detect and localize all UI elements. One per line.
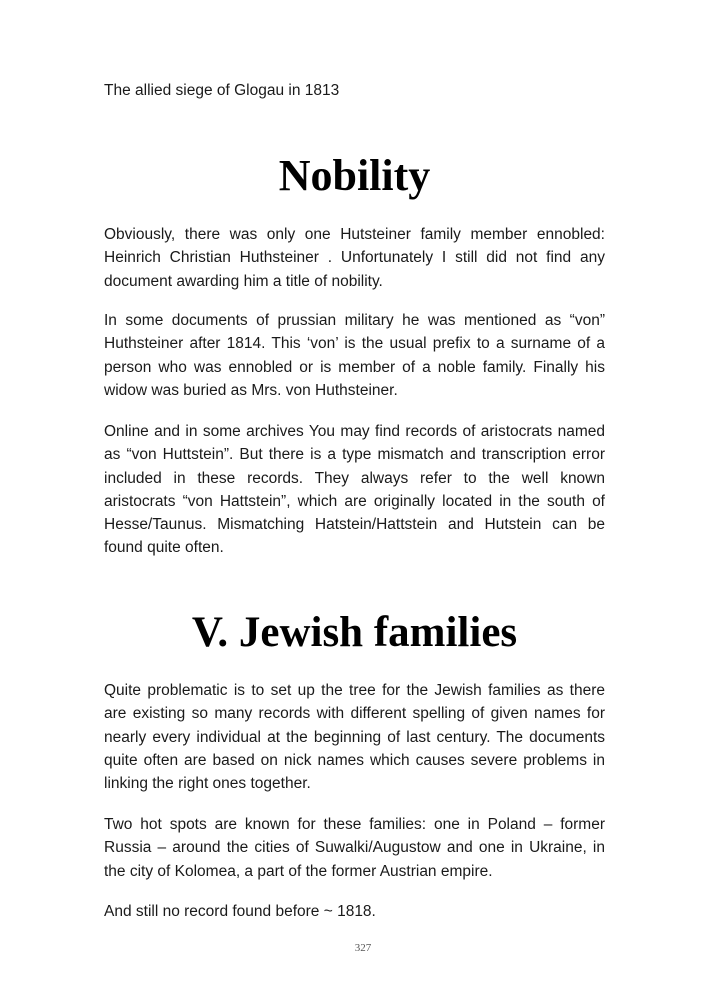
section-heading-nobility: Nobility <box>278 151 431 200</box>
paragraph: In some documents of prussian military he was mentioned as “von” Huthsteiner after 1814. This ‘von’ is the usual prefix to a surname of a person who was ennobled or is member of a noble family. Finally his widow was buried as Mrs. von Huthsteiner. <box>104 312 605 399</box>
paragraph: Quite problematic is to set up the tree for the Jewish families as there are existing so many records with different spelling of given names for nearly every individual at the beginning of last century. The documents quite often are based on nick names which causes severe problems in linking the right ones together. <box>104 682 605 793</box>
paragraph: Obviously, there was only one Hutsteiner family member ennobled: Heinrich Christian Huthsteiner . Unfortunately I still did not find any document awarding him a title of nobility. <box>104 226 605 290</box>
page-number: 327 <box>354 942 372 954</box>
paragraph: And still no record found before ~ 1818. <box>104 903 376 920</box>
paragraph: Online and in some archives You may find records of aristocrats named as “von Huttstein”. But there is a type mismatch and transcription error included in these records. They always refer to the well known aristocrats “von Hattstein”, which are originally located in the south of Hesse/Taunus. Mismatching Hatstein/Hattstein and Hutstein can be found quite often. <box>104 423 605 557</box>
section-heading-jewish-families: V. Jewish families <box>191 609 518 656</box>
paragraph: Two hot spots are known for these families: one in Poland – former Russia – around the cities of Suwalki/Augustow and one in Ukraine, in the city of Kolomea, a part of the former Austrian empire. <box>104 816 605 880</box>
image-caption: The allied siege of Glogau in 1813 <box>104 82 340 99</box>
